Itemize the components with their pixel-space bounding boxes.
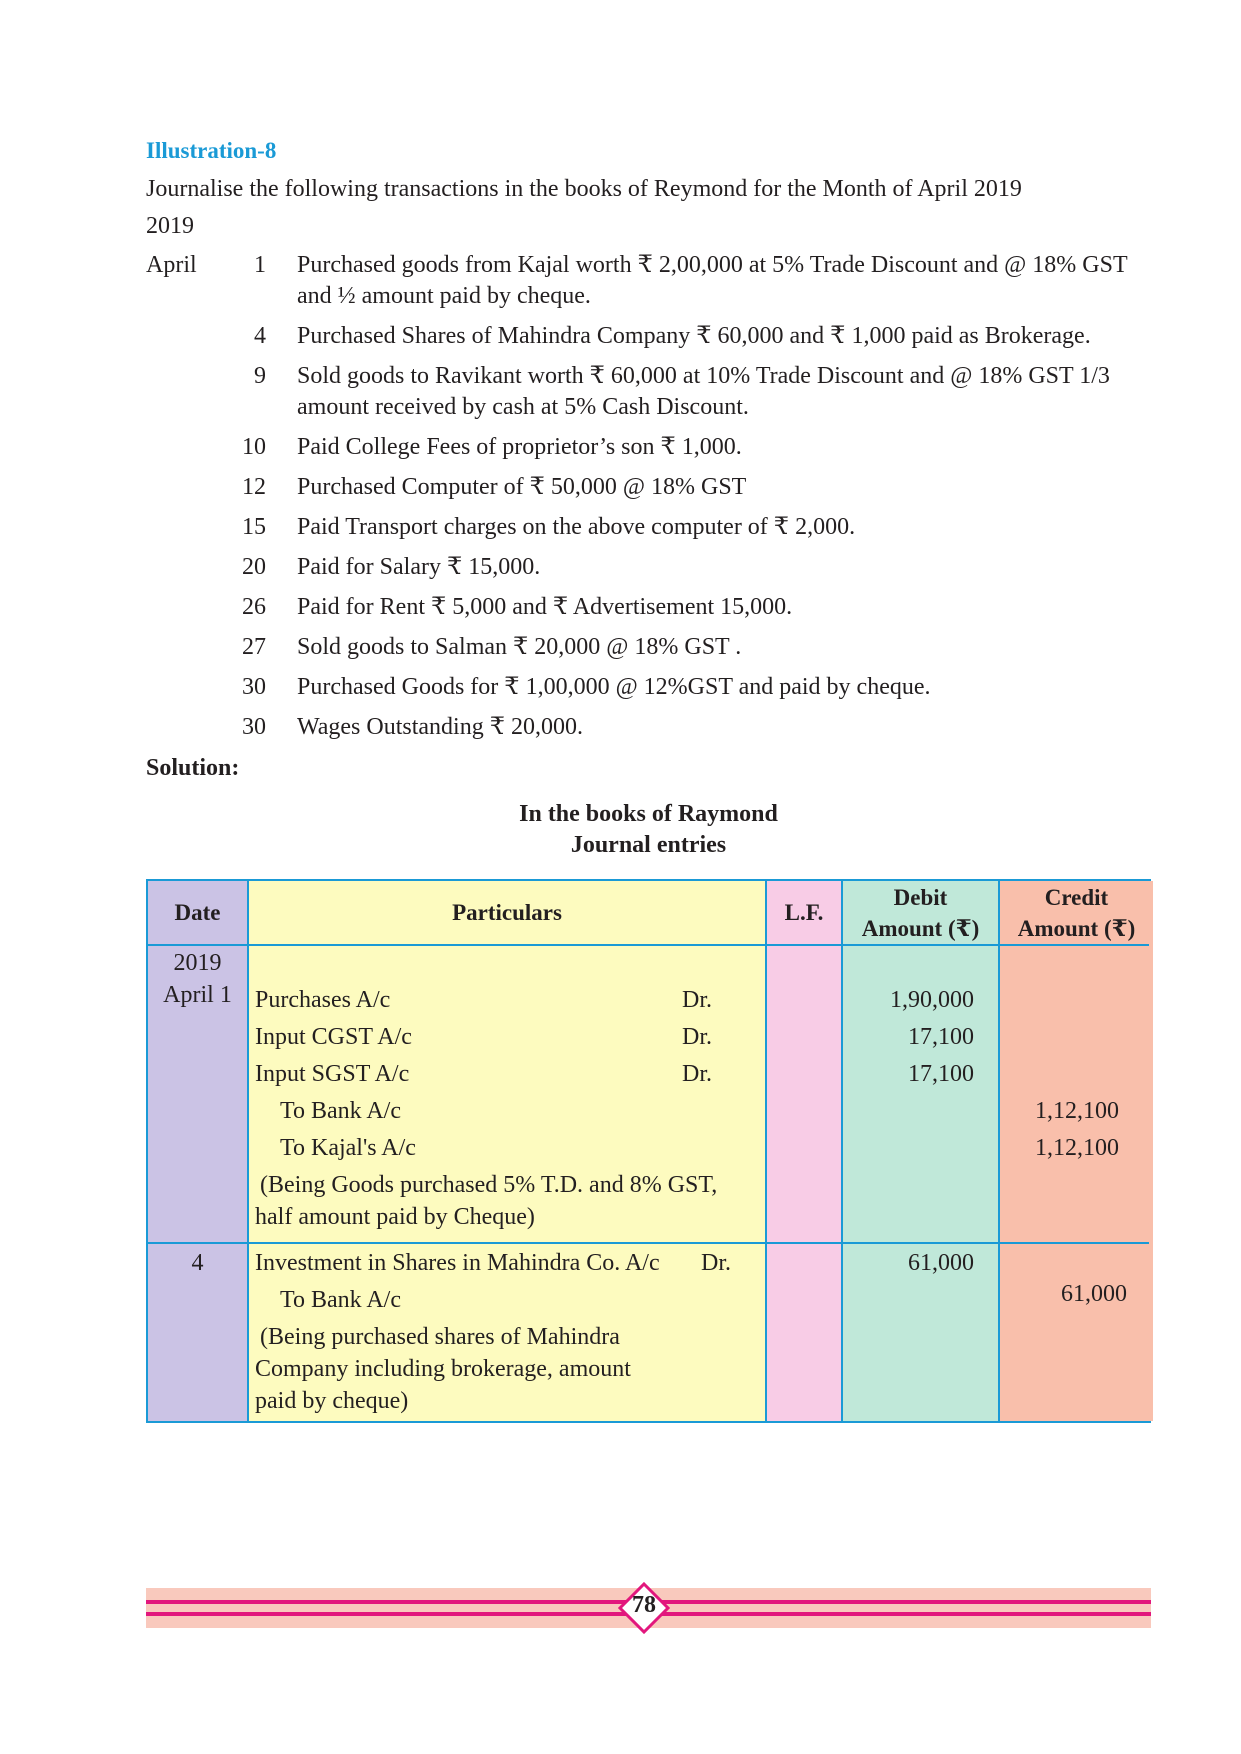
narration: (Being Goods purchased 5% T.D. and 8% GST, xyxy=(260,1172,718,1198)
illustration-heading: Illustration-8 xyxy=(146,138,277,163)
credit-account: To Bank A/c xyxy=(280,1287,401,1313)
transaction-month xyxy=(146,472,216,503)
transaction-day: 12 xyxy=(242,474,266,500)
transaction-text: Paid for Rent ₹ 5,000 and ₹ Advertisement 15,000. xyxy=(297,594,793,620)
transaction-day: 20 xyxy=(242,554,266,580)
transaction-month xyxy=(146,632,216,663)
transaction-text: Paid College Fees of proprietor’s son ₹ 1,000. xyxy=(297,434,742,460)
credit-amount: 1,12,100 xyxy=(1035,1098,1119,1124)
transaction-text: Purchased goods from Kajal worth ₹ 2,00,000 at 5% Trade Discount and @ 18% GST and ½ amount paid by cheque. xyxy=(297,252,1128,309)
transaction-item xyxy=(146,432,1151,463)
dr-label: Dr. xyxy=(682,1024,712,1050)
transaction-item xyxy=(146,361,1151,423)
transaction-item xyxy=(146,552,1151,583)
transaction-item xyxy=(146,321,1151,352)
transaction-day: 1 xyxy=(254,252,266,278)
solution-label: Solution: xyxy=(146,755,240,781)
debit-amount: 17,100 xyxy=(908,1061,974,1087)
page-number: 78 xyxy=(632,1592,656,1618)
dr-label: Dr. xyxy=(682,987,712,1013)
debit-amount: 17,100 xyxy=(908,1024,974,1050)
transaction-month xyxy=(146,321,216,352)
transaction-day: 10 xyxy=(242,434,266,460)
transaction-month xyxy=(146,512,216,543)
credit-amount: 61,000 xyxy=(1061,1281,1127,1307)
debit-account: Purchases A/c xyxy=(255,987,391,1013)
page-footer xyxy=(146,1588,1151,1628)
intro-text: Journalise the following transactions in the books of Reymond for the Month of April 2019 xyxy=(146,176,1022,202)
transaction-day: 30 xyxy=(242,714,266,740)
transaction-text: Wages Outstanding ₹ 20,000. xyxy=(297,714,583,740)
transaction-month xyxy=(146,592,216,623)
debit-header xyxy=(843,881,998,944)
debit-account: Input SGST A/c xyxy=(255,1061,410,1087)
transaction-item xyxy=(146,672,1151,703)
transaction-item xyxy=(146,250,1151,312)
journal-table xyxy=(146,879,1151,1423)
narration: paid by cheque) xyxy=(255,1388,409,1414)
entry-date: 4 xyxy=(191,1250,204,1276)
transaction-day: 26 xyxy=(242,594,266,620)
entry-date: April 1 xyxy=(163,982,232,1008)
transaction-day: 27 xyxy=(242,634,266,660)
transaction-text: Sold goods to Ravikant worth ₹ 60,000 at 10% Trade Discount and @ 18% GST 1/3 amount received by cash at 5% Cash Discount. xyxy=(297,363,1110,420)
transaction-day: 4 xyxy=(254,323,266,349)
transaction-text: Purchased Computer of ₹ 50,000 @ 18% GST xyxy=(297,474,747,500)
debit-account: Input CGST A/c xyxy=(255,1024,412,1050)
transaction-list xyxy=(146,250,1151,752)
lf-column xyxy=(767,881,843,1421)
transaction-month xyxy=(146,361,216,423)
narration: Company including brokerage, amount xyxy=(255,1356,631,1382)
book-title: In the books of Raymond xyxy=(519,801,778,827)
debit-header-line2: Amount (₹) xyxy=(861,915,980,941)
credit-account: To Bank A/c xyxy=(280,1098,401,1124)
transaction-item xyxy=(146,512,1151,543)
transaction-day: 15 xyxy=(242,514,266,540)
dr-label: Dr. xyxy=(682,1061,712,1087)
entry-year: 2019 xyxy=(173,950,222,976)
transaction-text: Sold goods to Salman ₹ 20,000 @ 18% GST . xyxy=(297,634,742,660)
credit-account: To Kajal's A/c xyxy=(280,1135,416,1161)
transaction-item xyxy=(146,712,1151,743)
transaction-item xyxy=(146,592,1151,623)
transaction-text: Paid for Salary ₹ 15,000. xyxy=(297,554,541,580)
transaction-month xyxy=(146,672,216,703)
transaction-text: Paid Transport charges on the above computer of ₹ 2,000. xyxy=(297,514,856,540)
book-subtitle: Journal entries xyxy=(570,832,727,858)
transaction-item xyxy=(146,472,1151,503)
narration: half amount paid by Cheque) xyxy=(255,1204,535,1230)
dr-label: Dr. xyxy=(701,1250,731,1276)
row-divider xyxy=(148,1242,1149,1244)
narration: (Being purchased shares of Mahindra xyxy=(260,1324,620,1350)
credit-header-line2: Amount (₹) xyxy=(1017,915,1136,941)
transaction-day: 30 xyxy=(242,674,266,700)
transaction-month xyxy=(146,552,216,583)
particulars-header: Particulars xyxy=(452,900,562,925)
lf-header: L.F. xyxy=(784,900,824,925)
credit-amount: 1,12,100 xyxy=(1035,1135,1119,1161)
debit-header-line1: Debit xyxy=(893,884,948,910)
transaction-month xyxy=(146,712,216,743)
transaction-text: Purchased Shares of Mahindra Company ₹ 60,000 and ₹ 1,000 paid as Brokerage. xyxy=(297,323,1091,349)
credit-header xyxy=(1000,881,1153,944)
header-divider xyxy=(148,944,1149,946)
debit-account: Investment in Shares in Mahindra Co. A/c xyxy=(255,1250,660,1276)
transaction-day: 9 xyxy=(254,363,266,389)
debit-amount: 61,000 xyxy=(908,1250,974,1276)
credit-header-line1: Credit xyxy=(1044,884,1109,910)
debit-amount: 1,90,000 xyxy=(890,987,974,1013)
transaction-item xyxy=(146,632,1151,663)
transaction-month: April xyxy=(146,252,197,278)
transaction-text: Purchased Goods for ₹ 1,00,000 @ 12%GST and paid by cheque. xyxy=(297,674,931,700)
date-header: Date xyxy=(174,900,221,925)
transaction-month xyxy=(146,432,216,463)
debit-column xyxy=(843,881,1000,1421)
year-label: 2019 xyxy=(146,213,194,239)
